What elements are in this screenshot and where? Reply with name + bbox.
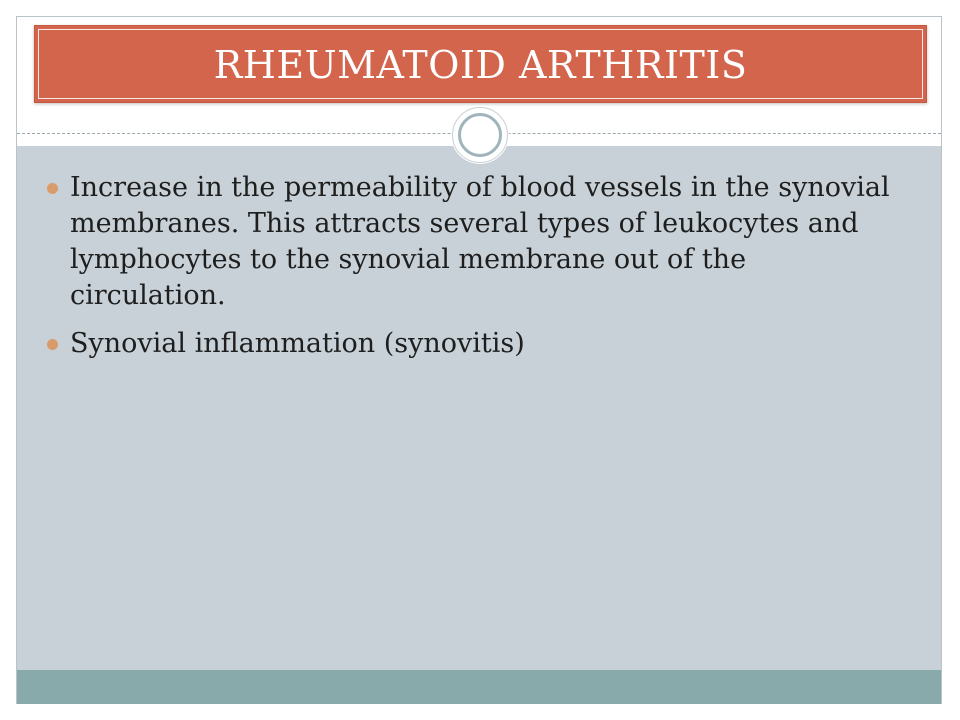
circle-ornament-icon <box>451 106 509 164</box>
bullet-text: Increase in the permeability of blood vessels in the synovial membranes. This attracts several types of leukocytes and lymphocytes to the synovial membrane out of the circulation. <box>70 172 890 311</box>
bullet-list <box>70 170 900 374</box>
bullet-item <box>70 326 900 362</box>
bullet-text: Synovial inflammation (synovitis) <box>70 328 525 359</box>
title-banner <box>34 25 927 103</box>
footer-bar <box>17 670 941 704</box>
bullet-item <box>70 170 900 314</box>
bullet-dot-icon <box>47 183 58 194</box>
slide-title: RHEUMATOID ARTHRITIS <box>213 43 748 87</box>
bullet-dot-icon <box>47 339 58 350</box>
